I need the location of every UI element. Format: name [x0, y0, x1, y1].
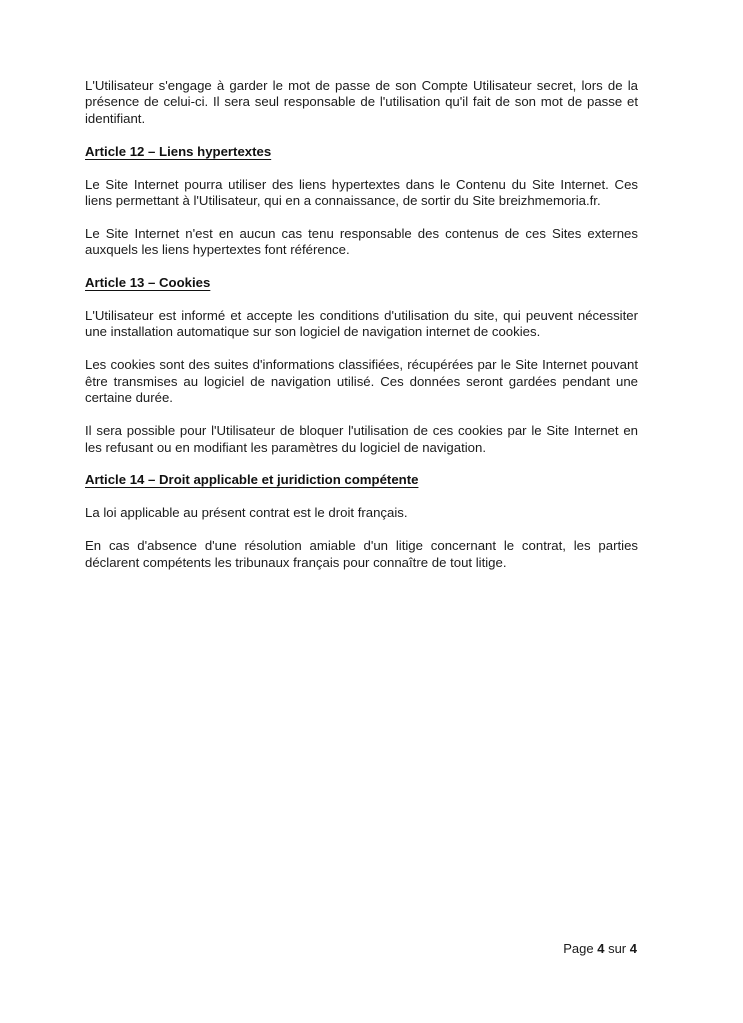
- page-footer: [563, 941, 637, 957]
- article-12-paragraph-1: Le Site Internet pourra utiliser des liens hypertextes dans le Contenu du Site Internet. Ces liens permettant à l'Utilisateur, qui en a connaissance, de sortir du Site breizhmemoria.fr.: [85, 176, 638, 209]
- article-13-paragraph-1: L'Utilisateur est informé et accepte les conditions d'utilisation du site, qui peuvent nécessiter une installation automatique sur son logiciel de navigation internet de cookies.: [85, 308, 638, 340]
- footer-current-page-number: 4: [597, 941, 605, 956]
- article-12-heading: Article 12 – Liens hypertextes: [85, 143, 272, 159]
- article-14-paragraph-1: La loi applicable au présent contrat est le droit français.: [85, 505, 408, 521]
- footer-page-label: Page: [563, 941, 594, 956]
- article-13-paragraph-2: Les cookies sont des suites d'informations classifiées, récupérées par le Site Internet pouvant être transmises au logiciel de navigation utilisé. Ces données seront gardées pendant une certaine durée.: [85, 357, 638, 406]
- article-13-paragraph-3: Il sera possible pour l'Utilisateur de bloquer l'utilisation de ces cookies par le Site Internet en les refusant ou en modifiant les paramètres du logiciel de navigation.: [85, 423, 638, 455]
- article-14-paragraph-2: En cas d'absence d'une résolution amiable d'un litige concernant le contrat, les parties déclarent compétents les tribunaux français pour connaître de tout litige.: [85, 538, 638, 570]
- article-14-heading: Article 14 – Droit applicable et juridiction compétente: [85, 472, 419, 488]
- document-body: [85, 78, 638, 587]
- article-12-paragraph-2: Le Site Internet n'est en aucun cas tenu responsable des contenus de ces Sites externes auxquels les liens hypertextes font référence.: [85, 225, 638, 258]
- article-13-heading: Article 13 – Cookies: [85, 275, 211, 291]
- intro-paragraph: L'Utilisateur s'engage à garder le mot de passe de son Compte Utilisateur secret, lors de la présence de celui-ci. Il sera seul responsable de l'utilisation qu'il fait de son mot de passe et identifiant.: [85, 78, 638, 126]
- footer-separator: sur: [608, 941, 627, 956]
- footer-total-page-number: 4: [629, 941, 637, 956]
